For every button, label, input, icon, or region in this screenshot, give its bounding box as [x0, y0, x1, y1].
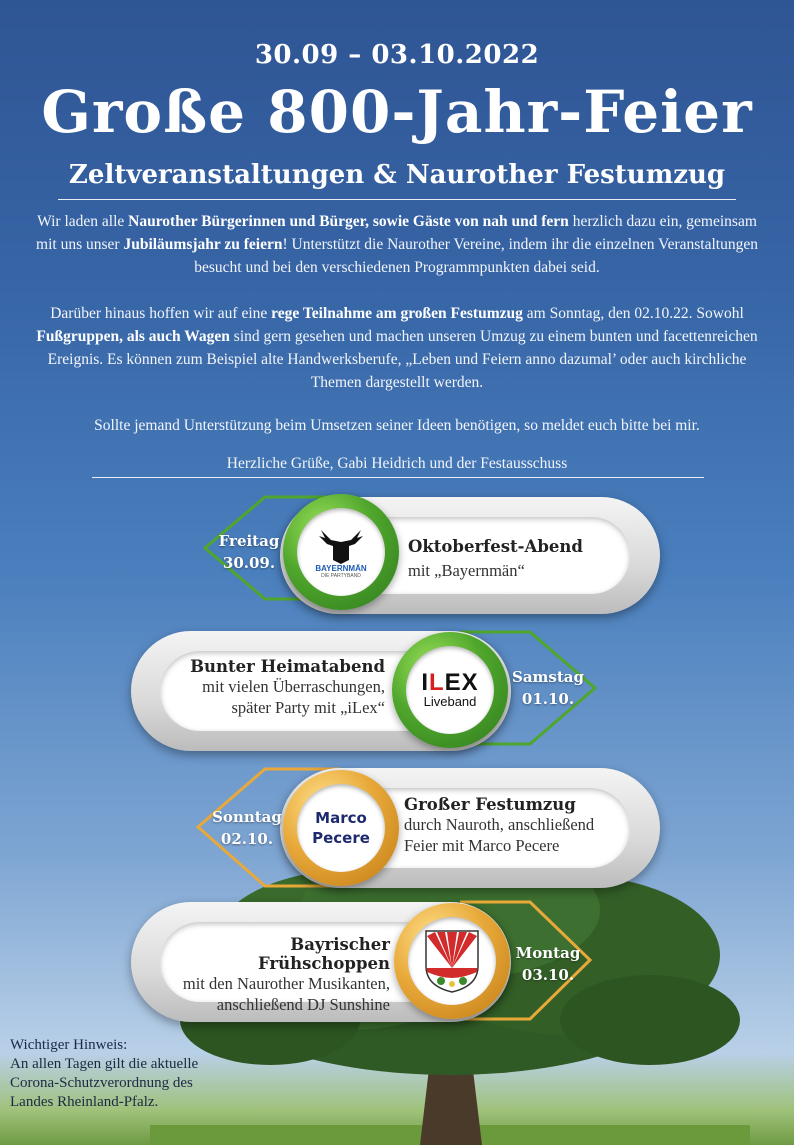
day-date: 30.09.: [222, 554, 276, 572]
page-subtitle: Zeltveranstaltungen & Naurother Festumzug: [68, 160, 726, 190]
intro-paragraph-3: Sollte jemand Unterstützung beim Umsetzen seiner Ideen benötigen, so meldet euch bitte bei mir.: [94, 417, 700, 434]
day-date: 03.10.: [521, 966, 575, 984]
divider-bottom: [92, 477, 704, 478]
deer-head-icon: [311, 526, 371, 566]
intro-paragraph-1: [30, 210, 764, 279]
day-date: 01.10.: [521, 690, 575, 708]
day-label-sunday: [203, 806, 291, 850]
divider-top: [58, 199, 736, 200]
intro-paragraph-2: [30, 302, 764, 394]
day-name: Montag: [515, 944, 581, 962]
page-title: Große 800-Jahr-Feier: [41, 78, 753, 146]
event-line: Feier mit Marco Pecere: [404, 836, 560, 855]
logo-circle: [392, 632, 508, 748]
logo-subtext: DIE PARTYBAND: [321, 572, 361, 579]
day-date: 02.10.: [220, 830, 274, 848]
event-line: mit vielen Überraschungen,: [202, 677, 385, 696]
body-text: Wir laden alle: [37, 213, 129, 230]
body-text: am Sonntag, den 02.10.22. Sowohl: [522, 305, 744, 322]
ilex-logo: ILEX Liveband: [406, 646, 494, 734]
emphasis-text: Fußgruppen, als auch Wagen: [36, 328, 230, 345]
event-title: Großer Festumzug: [404, 795, 576, 814]
event-text: [404, 795, 634, 856]
coat-of-arms-icon: [408, 917, 496, 1005]
event-title: Oktoberfest-Abend: [408, 537, 583, 556]
logo-circle: [283, 770, 399, 886]
day-name: Freitag: [218, 532, 280, 550]
emphasis-text: Naurother Bürgerinnen und Bürger, sowie Gäste von nah und fern: [128, 213, 569, 230]
bayernman-logo: [297, 508, 385, 596]
shield-icon: [423, 928, 481, 994]
logo-circle: [283, 494, 399, 610]
emphasis-text: Jubiläumsjahr zu feiern: [123, 236, 283, 253]
day-label-monday: [508, 942, 588, 986]
event-line: durch Nauroth, anschließend: [404, 815, 595, 834]
event-text: [160, 935, 390, 1015]
day-name: Sonntag: [212, 808, 282, 826]
emphasis-text: rege Teilnahme am großen Festumzug: [271, 305, 523, 322]
event-line: mit „Bayernmän“: [408, 561, 525, 580]
event-line: später Party mit „iLex“: [231, 698, 385, 717]
event-line: anschließend DJ Sunshine: [216, 995, 390, 1014]
marco-pecere-logo: [297, 784, 385, 872]
important-notice: [10, 1036, 198, 1112]
logo-subtext: Liveband: [423, 694, 477, 709]
day-label-saturday: [508, 666, 588, 710]
notice-line: An allen Tagen gilt die aktuelle: [10, 1056, 199, 1072]
day-name: Samstag: [511, 668, 584, 686]
event-title: Bayrischer Frühschoppen: [257, 935, 390, 973]
notice-line: Corona-Schutzverordnung des: [10, 1075, 193, 1091]
event-text: [160, 657, 385, 718]
body-text: ! Unterstützt die Naurother Vereine, indem ihr die einzelnen Veranstaltungen besucht und bei den verschiedenen Programmpunkten dabei seid.: [194, 236, 758, 276]
body-text: Darüber hinaus hoffen wir auf eine: [50, 305, 272, 322]
logo-text: Marco: [315, 809, 367, 827]
event-line: mit den Naurother Musikanten,: [182, 974, 390, 993]
logo-circle: [394, 903, 510, 1019]
body-text: herzlich dazu ein, gemeinsam mit uns unser: [36, 213, 757, 253]
notice-line: Landes Rheinland-Pfalz.: [10, 1094, 159, 1110]
event-title: Bunter Heimatabend: [190, 657, 385, 676]
logo-text: BAYERNMÄN: [315, 563, 367, 573]
body-text: sind gern gesehen und machen unseren Umzug zu einem bunten und facettenreichen Ereignis. Es können zum Beispiel alte Handwerksberufe, „Leben und Feiern anno dazumal’ oder auch kirchliche Themen dargestellt werden.: [47, 328, 758, 391]
event-date-range: 30.09 – 03.10.2022: [254, 40, 540, 70]
event-text: [408, 537, 628, 581]
logo-subtext: Pecere: [312, 829, 370, 847]
day-label-friday: [205, 530, 293, 574]
greeting: Herzliche Grüße, Gabi Heidrich und der Festausschuss: [226, 455, 568, 472]
notice-heading: Wichtiger Hinweis:: [10, 1037, 128, 1053]
